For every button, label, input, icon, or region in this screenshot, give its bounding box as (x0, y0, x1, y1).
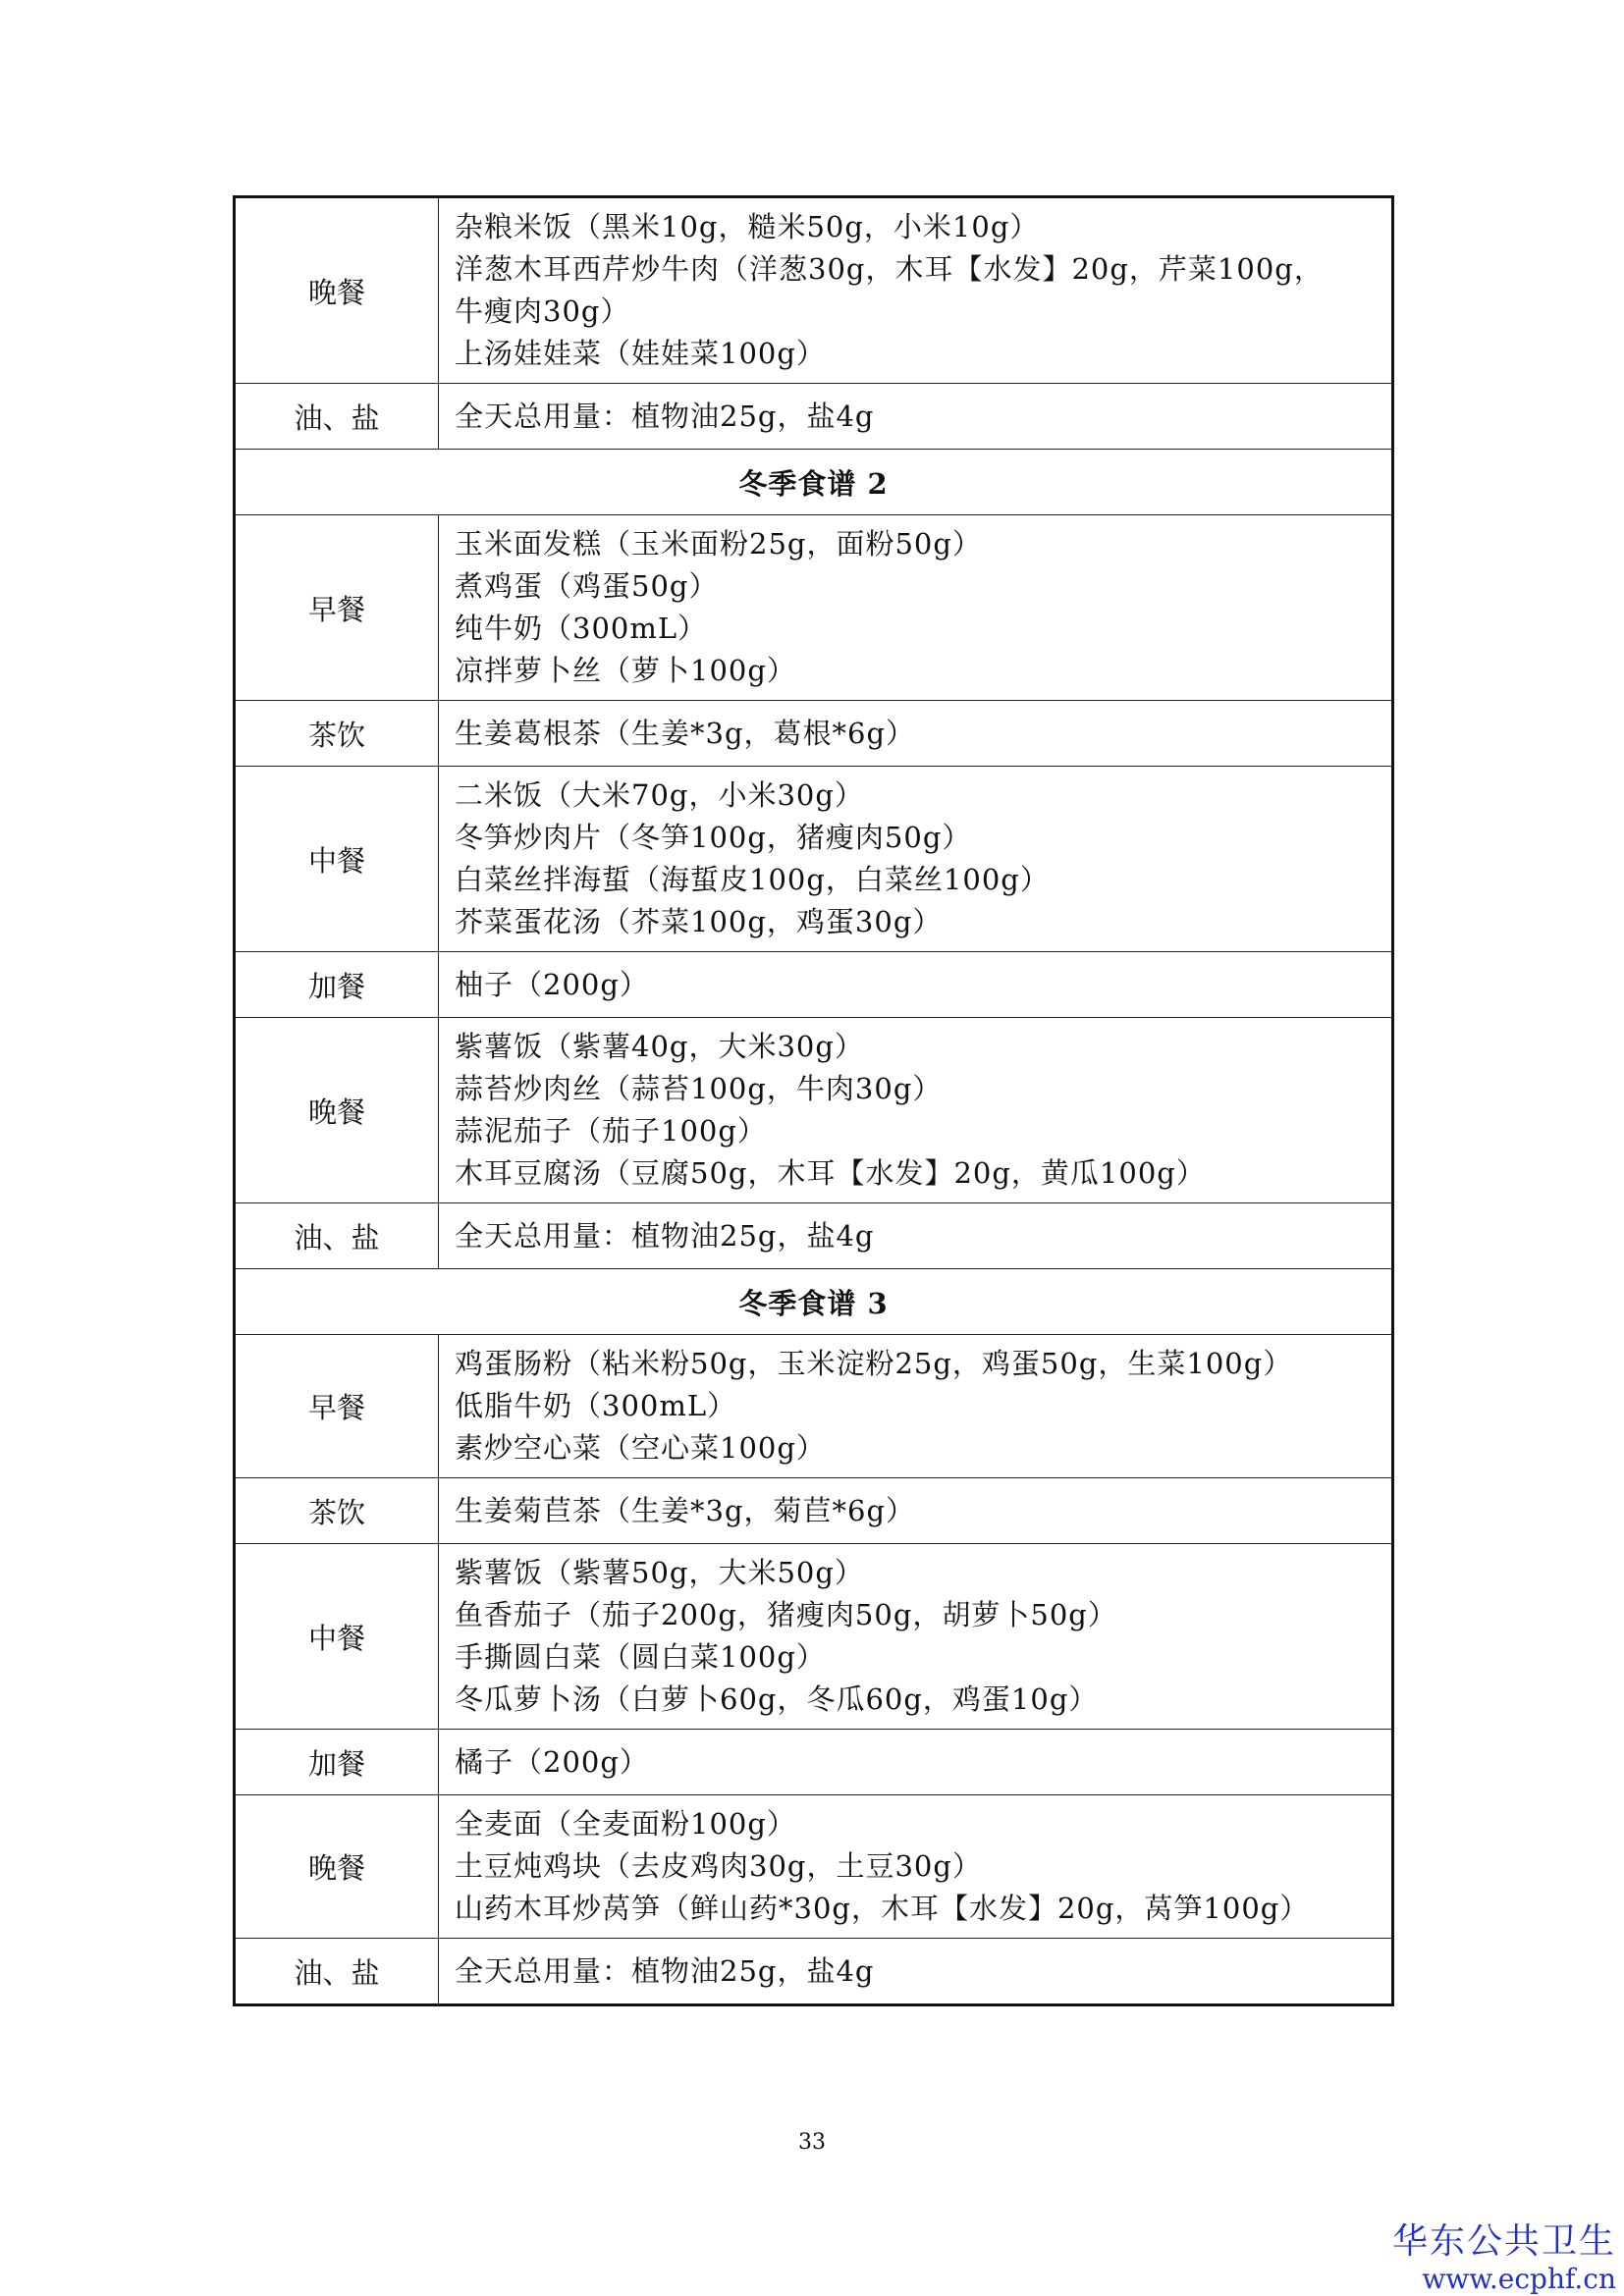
dish-line: 紫薯饭（紫薯40g，大米30g） (455, 1030, 864, 1063)
meal-items (439, 1730, 1393, 1795)
dish-line: 冬笋炒肉片（冬笋100g，猪瘦肉50g） (455, 821, 972, 854)
dish-line: 杂粮米饭（黑米10g，糙米50g，小米10g） (455, 210, 1040, 243)
meal-items (439, 515, 1393, 701)
dish-line: 鱼香茄子（茄子200g，猪瘦肉50g，胡萝卜50g） (455, 1598, 1117, 1631)
dish-line: 全天总用量：植物油25g，盐4g (455, 1218, 875, 1253)
dish-line: 鸡蛋肠粉（粘米粉50g，玉米淀粉25g，鸡蛋50g，生菜100g） (455, 1347, 1293, 1380)
dish-line: 生姜葛根茶（生姜*3g，葛根*6g） (455, 716, 916, 750)
meal-row (235, 1730, 1393, 1795)
meal-label: 中餐 (235, 767, 439, 952)
dish-line: 煮鸡蛋（鸡蛋50g） (455, 569, 719, 603)
dish-line: 全天总用量：植物油25g，盐4g (455, 1953, 875, 1988)
meal-items (439, 767, 1393, 952)
dish-line: 木耳豆腐汤（豆腐50g，木耳【水发】20g，黄瓜100g） (455, 1156, 1206, 1190)
meal-row (235, 1544, 1393, 1730)
meal-row (235, 701, 1393, 767)
meal-items (439, 384, 1393, 450)
dish-line: 橘子（200g） (455, 1744, 649, 1779)
dish-line: 白菜丝拌海蜇（海蜇皮100g，白菜丝100g） (455, 863, 1050, 896)
meal-row (235, 952, 1393, 1018)
meal-row (235, 767, 1393, 952)
meal-label: 中餐 (235, 1544, 439, 1730)
dish-line: 芥菜蛋花汤（芥菜100g，鸡蛋30g） (455, 905, 943, 938)
dish-line: 低脂牛奶（300mL） (455, 1389, 737, 1422)
page-number: 33 (798, 2130, 826, 2155)
meal-label: 茶饮 (235, 1478, 439, 1544)
meal-label: 加餐 (235, 1730, 439, 1795)
watermark-name: 华东公共卫生 (1391, 2221, 1616, 2262)
meal-label: 晚餐 (235, 197, 439, 384)
watermark-url: www.ecphf.cn (1422, 2263, 1616, 2295)
meal-items (439, 1335, 1393, 1478)
meal-label: 油、盐 (235, 1203, 439, 1269)
dish-line: 生姜菊苣茶（生姜*3g，菊苣*6g） (455, 1493, 916, 1527)
meal-row (235, 515, 1393, 701)
meal-items (439, 1478, 1393, 1544)
meal-label: 油、盐 (235, 384, 439, 450)
dish-line: 蒜苔炒肉丝（蒜苔100g，牛肉30g） (455, 1072, 943, 1105)
menu-table-body (235, 197, 1393, 2005)
meal-label: 晚餐 (235, 1795, 439, 1939)
dish-line: 全天总用量：植物油25g，盐4g (455, 399, 875, 433)
meal-items (439, 1544, 1393, 1730)
dish-line: 上汤娃娃菜（娃娃菜100g） (455, 337, 826, 370)
dish-line: 玉米面发糕（玉米面粉25g，面粉50g） (455, 527, 982, 561)
meal-items (439, 197, 1393, 384)
meal-items (439, 1018, 1393, 1203)
meal-label: 晚餐 (235, 1018, 439, 1203)
dish-line: 凉拌萝卜丝（萝卜100g） (455, 654, 796, 687)
meal-items (439, 1939, 1393, 2005)
dish-line: 冬瓜萝卜汤（白萝卜60g，冬瓜60g，鸡蛋10g） (455, 1682, 1099, 1716)
meal-row (235, 1939, 1393, 2005)
dish-line: 手撕圆白菜（圆白菜100g） (455, 1640, 826, 1674)
meal-items (439, 1203, 1393, 1269)
dish-line: 紫薯饭（紫薯50g，大米50g） (455, 1556, 864, 1589)
meal-row (235, 1018, 1393, 1203)
dish-line: 蒜泥茄子（茄子100g） (455, 1114, 767, 1148)
dish-line: 牛瘦肉30g） (455, 294, 630, 328)
meal-items (439, 1795, 1393, 1939)
meal-items (439, 701, 1393, 767)
section-row (235, 450, 1393, 515)
meal-row (235, 1478, 1393, 1544)
section-title: 冬季食谱 2 (235, 450, 1393, 515)
meal-label: 早餐 (235, 515, 439, 701)
meal-row (235, 1795, 1393, 1939)
section-title: 冬季食谱 3 (235, 1269, 1393, 1335)
dish-line: 土豆炖鸡块（去皮鸡肉30g，土豆30g） (455, 1849, 982, 1883)
dish-line: 纯牛奶（300mL） (455, 612, 708, 645)
dish-line: 全麦面（全麦面粉100g） (455, 1807, 796, 1841)
meal-label: 早餐 (235, 1335, 439, 1478)
meal-label: 茶饮 (235, 701, 439, 767)
menu-table (233, 195, 1394, 2006)
dish-line: 洋葱木耳西芹炒牛肉（洋葱30g，木耳【水发】20g，芹菜100g， (455, 252, 1324, 286)
dish-line: 柚子（200g） (455, 967, 649, 1001)
watermark (1392, 2221, 1616, 2296)
meal-row (235, 1203, 1393, 1269)
dish-line: 山药木耳炒莴笋（鲜山药*30g，木耳【水发】20g，莴笋100g） (455, 1892, 1310, 1925)
meal-row (235, 1335, 1393, 1478)
dish-line: 二米饭（大米70g，小米30g） (455, 778, 864, 812)
dish-line: 素炒空心菜（空心菜100g） (455, 1431, 826, 1465)
section-row (235, 1269, 1393, 1335)
meal-label: 加餐 (235, 952, 439, 1018)
meal-label: 油、盐 (235, 1939, 439, 2005)
meal-row (235, 197, 1393, 384)
meal-row (235, 384, 1393, 450)
meal-items (439, 952, 1393, 1018)
